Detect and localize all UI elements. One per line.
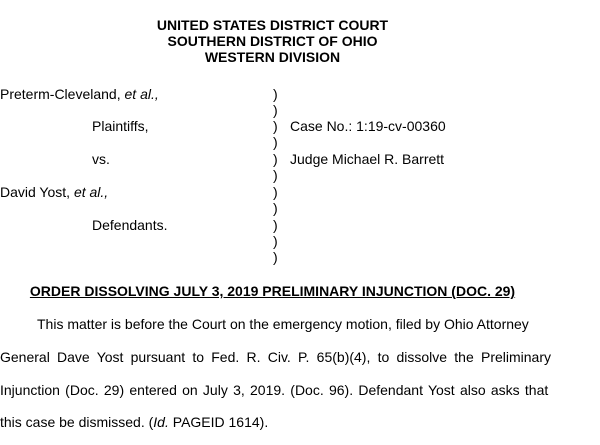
plaintiff-etal: et al.,	[124, 86, 159, 102]
caption-paren: )	[273, 200, 278, 216]
order-title: ORDER DISSOLVING JULY 3, 2019 PRELIMINARY INJUNCTION (DOC. 29)	[29, 283, 516, 299]
caption-paren: )	[273, 184, 278, 200]
caption-paren: )	[273, 118, 278, 134]
body-text-prefix: this case be dismissed. (	[0, 414, 154, 430]
caption-paren: )	[273, 217, 278, 233]
defendant-name: David Yost,	[0, 184, 71, 200]
caption-paren: )	[273, 167, 278, 183]
caption-paren: )	[273, 233, 278, 249]
defendant-role: Defendants.	[92, 217, 168, 233]
body-text-suffix: PAGEID 1614).	[168, 414, 269, 430]
body-text: This matter is before the Court on the emergency motion, filed by Ohio Attorney	[37, 316, 529, 332]
court-division: WESTERN DIVISION	[204, 49, 341, 65]
defendant-line	[0, 184, 108, 200]
caption-paren: )	[273, 249, 278, 265]
body-text: General Dave Yost pursuant to Fed. R. Civ. P. 65(b)(4), to dissolve the Preliminary	[0, 349, 551, 365]
court-district: SOUTHERN DISTRICT OF OHIO	[167, 33, 378, 49]
plaintiff-line	[0, 86, 159, 102]
versus-label: vs.	[92, 151, 110, 167]
caption-paren: )	[273, 86, 278, 102]
body-line-1	[37, 316, 551, 332]
body-line-3	[0, 382, 551, 398]
judge-name: Judge Michael R. Barrett	[290, 151, 445, 167]
defendant-etal: et al.,	[73, 184, 109, 200]
body-line-4	[0, 414, 268, 430]
caption-paren: )	[273, 102, 278, 118]
case-number: Case No.: 1:19-cv-00360	[290, 118, 446, 134]
caption-paren: )	[273, 151, 278, 167]
plaintiff-role: Plaintiffs,	[92, 118, 149, 134]
caption-paren: )	[273, 134, 278, 150]
court-name: UNITED STATES DISTRICT COURT	[156, 17, 389, 33]
plaintiff-name: Preterm-Cleveland,	[0, 86, 121, 102]
citation-id: Id.	[153, 414, 169, 430]
court-header	[0, 17, 545, 65]
body-text: Injunction (Doc. 29) entered on July 3, 2019. (Doc. 96). Defendant Yost also asks that	[0, 382, 549, 398]
body-line-2	[0, 349, 551, 365]
